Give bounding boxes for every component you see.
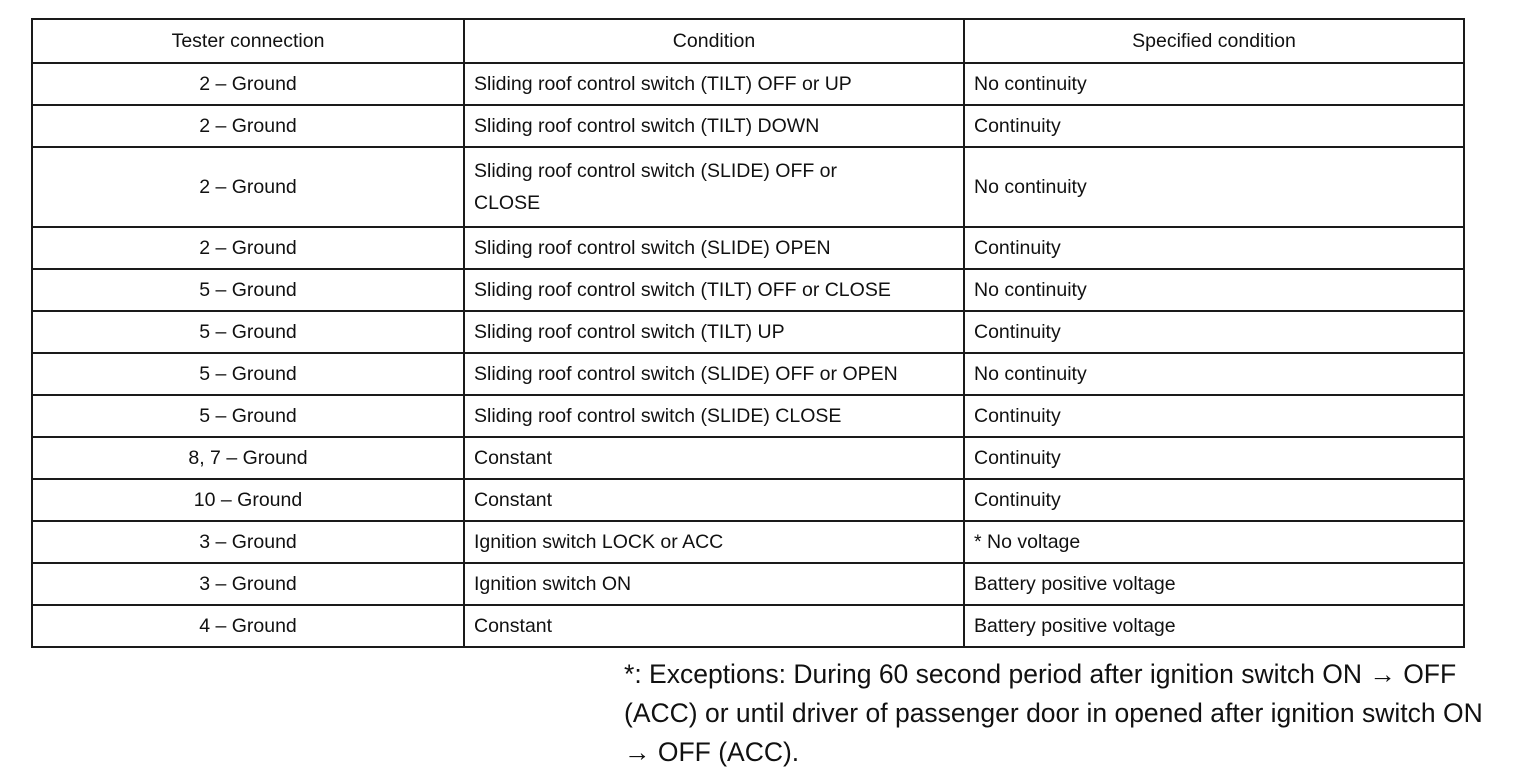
specified-condition-cell: Continuity xyxy=(964,479,1464,521)
tester-connection-cell: 4 – Ground xyxy=(32,605,464,647)
condition-cell: Constant xyxy=(464,605,964,647)
tester-connection-cell: 10 – Ground xyxy=(32,479,464,521)
tester-connection-cell: 2 – Ground xyxy=(32,63,464,105)
condition-cell: Sliding roof control switch (TILT) UP xyxy=(464,311,964,353)
tester-connection-cell: 5 – Ground xyxy=(32,395,464,437)
table-row xyxy=(32,353,1464,395)
specified-condition-cell: Continuity xyxy=(964,105,1464,147)
table-row xyxy=(32,311,1464,353)
tester-connection-cell: 2 – Ground xyxy=(32,105,464,147)
header-condition: Condition xyxy=(464,19,964,63)
condition-cell: Sliding roof control switch (TILT) OFF or CLOSE xyxy=(464,269,964,311)
table-header-row xyxy=(32,19,1464,63)
tester-connection-cell: 3 – Ground xyxy=(32,563,464,605)
specified-condition-cell: No continuity xyxy=(964,269,1464,311)
header-tester-connection: Tester connection xyxy=(32,19,464,63)
table-row xyxy=(32,63,1464,105)
condition-text: Sliding roof control switch (SLIDE) OFF or CLOSE xyxy=(474,160,838,214)
table-row xyxy=(32,269,1464,311)
specified-condition-cell: Continuity xyxy=(964,395,1464,437)
tester-connection-cell: 5 – Ground xyxy=(32,269,464,311)
specified-condition-cell: Continuity xyxy=(964,227,1464,269)
tester-connection-cell: 2 – Ground xyxy=(32,227,464,269)
tester-connection-cell: 8, 7 – Ground xyxy=(32,437,464,479)
specified-condition-cell: No continuity xyxy=(964,147,1464,227)
specified-condition-cell: Battery positive voltage xyxy=(964,563,1464,605)
table-row xyxy=(32,227,1464,269)
table-row xyxy=(32,395,1464,437)
tester-connection-cell: 5 – Ground xyxy=(32,311,464,353)
table-row xyxy=(32,521,1464,563)
condition-cell: Ignition switch LOCK or ACC xyxy=(464,521,964,563)
tester-connection-cell: 2 – Ground xyxy=(32,147,464,227)
condition-cell: Constant xyxy=(464,479,964,521)
condition-cell: Sliding roof control switch (SLIDE) OPEN xyxy=(464,227,964,269)
header-specified-condition: Specified condition xyxy=(964,19,1464,63)
tester-connection-cell: 3 – Ground xyxy=(32,521,464,563)
table-row xyxy=(32,605,1464,647)
condition-cell: Constant xyxy=(464,437,964,479)
condition-cell: Sliding roof control switch (TILT) OFF or UP xyxy=(464,63,964,105)
tester-connection-cell: 5 – Ground xyxy=(32,353,464,395)
exceptions-footnote: *: Exceptions: During 60 second period after ignition switch ON → OFF (ACC) or until driver of passenger door in opened after ignition switch ON → OFF (ACC). xyxy=(624,659,1483,767)
table-row xyxy=(32,563,1464,605)
condition-cell: Sliding roof control switch (SLIDE) OFF or OPEN xyxy=(464,353,964,395)
table-row xyxy=(32,437,1464,479)
continuity-check-table xyxy=(31,18,1465,648)
specified-condition-cell: Continuity xyxy=(964,437,1464,479)
table-row xyxy=(32,479,1464,521)
specified-condition-cell: Continuity xyxy=(964,311,1464,353)
table-row xyxy=(32,105,1464,147)
condition-cell: Ignition switch ON xyxy=(464,563,964,605)
condition-cell: Sliding roof control switch (SLIDE) CLOSE xyxy=(464,395,964,437)
specified-condition-cell: Battery positive voltage xyxy=(964,605,1464,647)
table-row xyxy=(32,147,1464,227)
condition-cell: Sliding roof control switch (TILT) DOWN xyxy=(464,105,964,147)
specified-condition-cell: No continuity xyxy=(964,63,1464,105)
specified-condition-cell: No continuity xyxy=(964,353,1464,395)
condition-cell xyxy=(464,147,964,227)
specified-condition-cell: * No voltage xyxy=(964,521,1464,563)
